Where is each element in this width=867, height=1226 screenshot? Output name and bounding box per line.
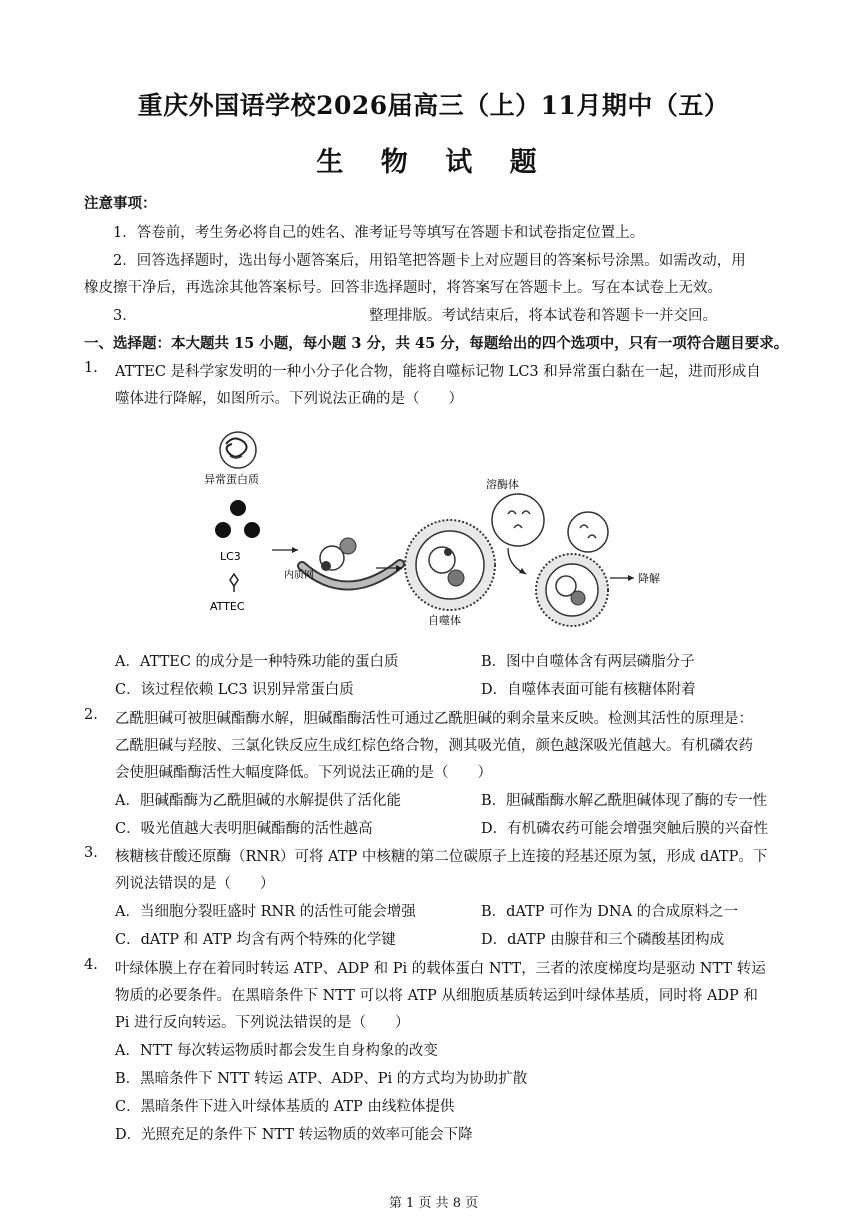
lysosome-icon <box>492 494 544 546</box>
paper-title: 重庆外国语学校2026届高三（上）11月期中（五） <box>137 91 730 120</box>
attec-molecule-icon <box>230 574 238 592</box>
lysosome-2-icon <box>568 512 608 552</box>
question-4-stem-line-1: 叶绿体膜上存在着同时转运 ATP、ADP 和 Pi 的载体蛋白 NTT，三者的浓度梯度均是驱动 NTT 转运 <box>115 961 766 977</box>
label-abnormal-protein: 异常蛋白质 <box>204 473 259 486</box>
question-2-stem-line-1: 乙酰胆碱可被胆碱酯酶水解，胆碱酯酶活性可通过乙酰胆碱的剩余量来反映。检测其活性的原理是： <box>115 711 753 727</box>
question-3-option-c: C．dATP 和 ATP 均含有两个特殊的化学键 <box>115 932 396 948</box>
question-1-stem-line-2: 噬体进行降解，如图所示。下列说法正确的是（ ） <box>115 391 463 407</box>
notice-item-3-text: 整理排版。考试结束后，将本试卷和答题卡一并交回。 <box>369 308 717 324</box>
autophagy-figure <box>190 420 680 632</box>
question-3-option-a: A．当细胞分裂旺盛时 RNR 的活性可能会增强 <box>115 904 416 920</box>
question-2-option-c: C．吸光值越大表明胆碱酯酶的活性越高 <box>115 821 373 837</box>
paper-subtitle: 生 物 试 题 <box>316 147 551 178</box>
question-2-option-a: A．胆碱酯酶为乙酰胆碱的水解提供了活化能 <box>115 793 401 809</box>
label-lc3: LC3 <box>220 550 241 563</box>
endoplasmic-reticulum-icon <box>302 538 400 586</box>
question-4-option-a: A．NTT 每次转运物质时都会发生自身构象的改变 <box>115 1043 438 1059</box>
page-footer: 第 1 页 共 8 页 <box>388 1196 479 1211</box>
question-4-stem-line-3: Pi 进行反向转运。下列说法错误的是（ ） <box>115 1015 410 1031</box>
question-1-option-a: A．ATTEC 的成分是一种特殊功能的蛋白质 <box>115 654 399 670</box>
notice-item-2-line-2: 橡皮擦干净后，再选涂其他答案标号。回答非选择题时，将答案写在答题卡上。写在本试卷上无效。 <box>84 280 722 296</box>
question-3-option-b: B．dATP 可作为 DNA 的合成原料之一 <box>481 904 739 920</box>
notice-item-2-line-1: 2．回答选择题时，选出每小题答案后，用铅笔把答题卡上对应题目的答案标号涂黑。如需改动，用 <box>113 253 746 269</box>
label-degrade: 降解 <box>638 572 660 585</box>
question-2-stem-line-3: 会使胆碱酯酶活性大幅度降低。下列说法正确的是（ ） <box>115 765 492 781</box>
question-2-option-d: D．有机磷农药可能会增强突触后膜的兴奋性 <box>481 821 769 837</box>
question-4-number: 4. <box>84 957 98 973</box>
question-1-number: 1. <box>84 360 98 376</box>
question-2-option-b: B．胆碱酯酶水解乙酰胆碱体现了酶的专一性 <box>481 793 768 809</box>
question-3-option-d: D．dATP 由腺苷和三个磷酸基团构成 <box>481 932 725 948</box>
question-4-option-c: C．黑暗条件下进入叶绿体基质的 ATP 由线粒体提供 <box>115 1099 455 1115</box>
lc3-cluster-icon <box>215 500 260 538</box>
notice-item-1: 1．答卷前，考生务必将自己的姓名、准考证号等填写在答题卡和试卷指定位置上。 <box>113 225 645 241</box>
question-3-stem-line-1: 核糖核苷酸还原酶（RNR）可将 ATP 中核糖的第二位碳原子上连接的羟基还原为氢，形成 dATP。下 <box>115 849 768 865</box>
question-3-number: 3. <box>84 845 98 861</box>
autolysosome-icon <box>536 554 608 626</box>
question-2-number: 2. <box>84 707 98 723</box>
notice-item-3-number: 3． <box>113 308 137 324</box>
notice-heading: 注意事项： <box>84 195 157 212</box>
label-autophagosome: 自噬体 <box>428 614 461 627</box>
question-3-stem-line-2: 列说法错误的是（ ） <box>115 876 275 892</box>
label-er: 内质网 <box>284 570 314 581</box>
label-lysosome: 溶酶体 <box>486 478 519 491</box>
question-2-stem-line-2: 乙酰胆碱与羟胺、三氯化铁反应生成红棕色络合物，测其吸光值，颜色越深吸光值越大。有机磷农药 <box>115 738 753 754</box>
question-1-stem-line-1: ATTEC 是科学家发明的一种小分子化合物，能将自噬标记物 LC3 和异常蛋白黏在一起，进而形成自 <box>115 364 761 380</box>
question-1-option-c: C．该过程依赖 LC3 识别异常蛋白质 <box>115 682 354 698</box>
question-4-option-d: D．光照充足的条件下 NTT 转运物质的效率可能会下降 <box>115 1127 473 1143</box>
label-attec: ATTEC <box>210 600 245 613</box>
question-1-option-d: D．自噬体表面可能有核糖体附着 <box>481 682 696 698</box>
question-1-option-b: B．图中自噬体含有两层磷脂分子 <box>481 654 695 670</box>
autophagosome-icon <box>405 520 495 610</box>
section-1-heading: 一、选择题：本大题共 15 小题，每小题 3 分，共 45 分，每题给出的四个选项中，只有一项符合题目要求。 <box>84 335 789 352</box>
abnormal-protein-icon <box>220 432 256 468</box>
question-4-option-b: B．黑暗条件下 NTT 转运 ATP、ADP、Pi 的方式均为协助扩散 <box>115 1071 528 1087</box>
question-4-stem-line-2: 物质的必要条件。在黑暗条件下 NTT 可以将 ATP 从细胞质基质转运到叶绿体基质，同时将 ADP 和 <box>115 988 758 1004</box>
